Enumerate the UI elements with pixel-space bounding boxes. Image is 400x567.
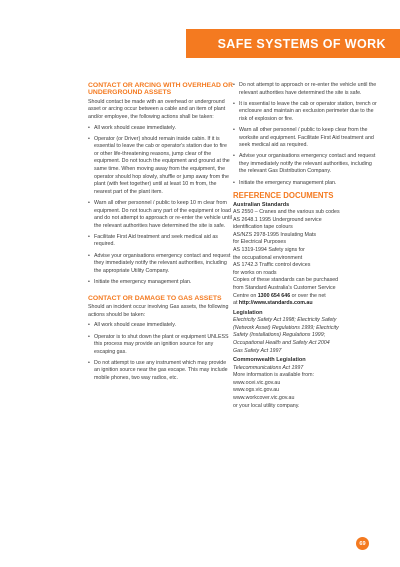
standards-url-link[interactable]: http://www.standards.com.au bbox=[238, 300, 313, 307]
page-number-badge: 69 bbox=[356, 537, 369, 550]
list-item: • All work should cease immediately. bbox=[88, 322, 233, 330]
url-line: at http://www.standards.com.au bbox=[233, 300, 313, 307]
legislation-line: Electricity Safety Act 1998; Electricity Safety bbox=[233, 317, 337, 324]
legislation-line: Safety (Installations) Regulations 1999; bbox=[233, 332, 326, 339]
list-item: • Warn all other personnel / public to keep 10 m clear from equipment. Do not touch any part of the equipment or load and do not attempt to approach or re-enter the vehicle until the relevant authorities have determined the site is safe. bbox=[88, 200, 233, 230]
section-intro: Should an incident occur involving Gas assets, the following actions should be taken: bbox=[88, 304, 229, 318]
legislation-line: Occupational Health and Safety Act 2004 bbox=[233, 339, 330, 346]
standards-line: the occupational environment bbox=[233, 254, 303, 261]
list-item: • Do not attempt to approach or re-enter the vehicle until the relevant authorities have determined the site is safe. bbox=[233, 82, 378, 97]
section-heading-reference-documents: REFERENCE DOCUMENTS bbox=[233, 190, 334, 200]
list-item: • Advise your organisations emergency contact and request they immediately notify the relevant authorities, including the relevant Gas Distribution Company. bbox=[233, 153, 378, 176]
action-list-gas bbox=[88, 322, 233, 382]
phone-number: 1300 654 646 bbox=[257, 292, 291, 299]
list-item: • Operator (or Driver) should remain inside cabin. If it is essential to leave the cab or operator's station due to fire or other life-threatening reasons, jump clear of the equipment. Do not touch the equipment and ground at the same time. When moving away from the equipment, the operator should hop slowly, shuffle or jump away from the plant (with feet together) until at least 10 m from, the nearest part of the plant item. bbox=[88, 136, 233, 197]
title-banner bbox=[186, 29, 400, 58]
right-column bbox=[233, 82, 378, 410]
list-item: • It is essential to leave the cab or operator station, trench or enclosure and maintain an exclusion perimeter due to the risk of explosion or fire. bbox=[233, 101, 378, 124]
list-item: • Initiate the emergency management plan. bbox=[88, 279, 233, 287]
website-link[interactable]: www.ocei.vic.gov.au bbox=[233, 379, 281, 386]
list-item: • Initiate the emergency management plan. bbox=[233, 180, 378, 188]
subheading-commonwealth-legislation: Commonwealth Legislation bbox=[233, 357, 306, 364]
section-heading-gas-assets: CONTACT OR DAMAGE TO GAS ASSETS bbox=[88, 294, 222, 302]
left-column bbox=[88, 82, 233, 386]
website-link[interactable]: www.workcover.vic.gov.au bbox=[233, 394, 295, 401]
standards-list bbox=[233, 209, 378, 308]
subheading-australian-standards: Australian Standards bbox=[233, 201, 290, 208]
legislation-list bbox=[233, 317, 378, 355]
info-line: or your local utility company. bbox=[233, 402, 300, 409]
action-list-overhead bbox=[88, 125, 233, 287]
standards-line: AS 2550 – Cranes and the various sub codes bbox=[233, 209, 340, 216]
legislation-line: (Network Asset) Regulations 1999; Electricity bbox=[233, 324, 339, 331]
contact-line: Centre on 1300 654 646 or over the net bbox=[233, 292, 326, 299]
standards-line: for Electrical Purposes bbox=[233, 239, 286, 246]
list-item: • Advise your organisations emergency contact and request they immediately notify the relevant authorities, including the appropriate Utility Company. bbox=[88, 253, 233, 276]
standards-line: AS/NZS 2978-1995 Insulating Mats bbox=[233, 231, 317, 238]
subheading-legislation: Legislation bbox=[233, 309, 263, 316]
standards-line: from Standard Australia's Customer Service bbox=[233, 284, 336, 291]
standards-line: AS 1742.3 Traffic control devices bbox=[233, 262, 311, 269]
legislation-line: Gas Safety Act 1997 bbox=[233, 347, 282, 354]
section-heading-overhead-assets: CONTACT OR ARCING WITH OVERHEAD OR UNDERGROUND ASSETS bbox=[88, 82, 233, 97]
standards-line: Copies of these standards can be purchased bbox=[233, 277, 339, 284]
commonwealth-act: Telecommunications Act 1997 bbox=[233, 364, 304, 371]
page-title: SAFE SYSTEMS OF WORK bbox=[217, 36, 386, 51]
commonwealth-list bbox=[233, 365, 378, 411]
section-intro: Should contact be made with an overhead or underground asset or arcing occur between a cable and an item of plant and/or employee, the following actions shall be taken: bbox=[88, 98, 226, 120]
list-item: • Operator is to shut down the plant or equipment UNLESS this process may provide an ignition source for any escaping gas. bbox=[88, 334, 233, 357]
list-item: • Facilitate First Aid treatment and seek medical aid as required. bbox=[88, 234, 233, 249]
standards-line: identification tape colours bbox=[233, 224, 293, 231]
standards-line: AS 1319-1994 Safety signs for bbox=[233, 247, 305, 253]
list-item: • Do not attempt to use any instrument which may provide an ignition source near the gas escape. This may include mobile phones, two way radios, etc. bbox=[88, 360, 233, 383]
action-list-gas-continued bbox=[233, 82, 378, 187]
list-item: • All work should cease immediately. bbox=[88, 125, 233, 133]
list-item: • Warn all other personnel / public to keep clear from the worksite and equipment. Facilitate First Aid treatment and seek medical aid as required. bbox=[233, 127, 378, 150]
standards-line: AS 2648.1 1995 Underground service bbox=[233, 216, 322, 223]
standards-line: for works on roads bbox=[233, 269, 277, 276]
info-line: More information is available from: bbox=[233, 372, 314, 379]
website-link[interactable]: www.ogs.vic.gov.au bbox=[233, 387, 280, 394]
